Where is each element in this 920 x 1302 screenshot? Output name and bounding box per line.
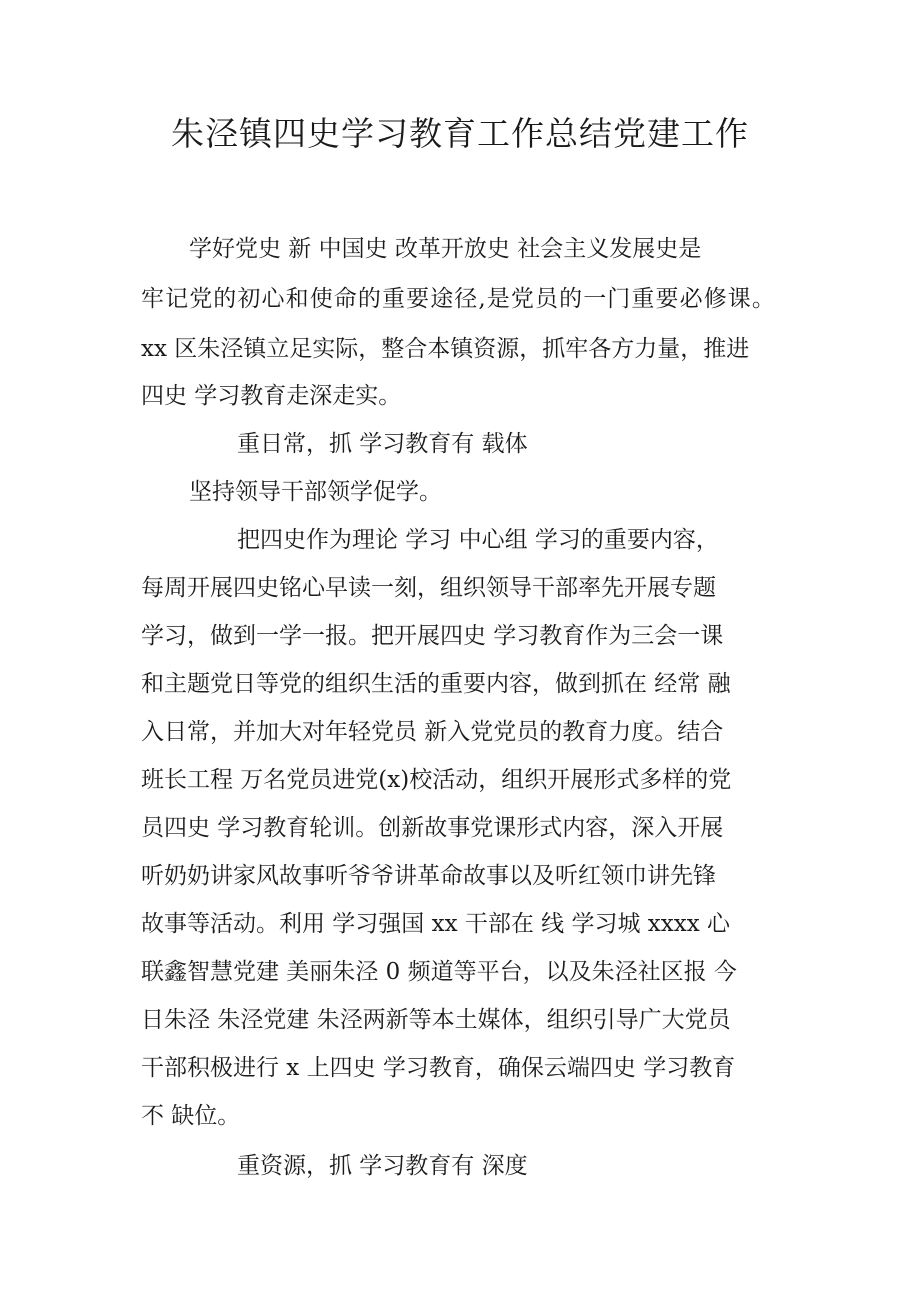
paragraph-line: 入日常，并加大对年轻党员 新入党党员的教育力度。结合 (141, 719, 724, 745)
paragraph-line: 日朱泾 朱泾党建 朱泾两新等本土媒体，组织引导广大党员 (141, 1007, 731, 1033)
paragraph-line: 学好党史 新 中国史 改革开放史 社会主义发展史是 (189, 236, 702, 262)
paragraph-line: 员四史 学习教育轮训。创新故事党课形式内容，深入开展 (141, 815, 724, 841)
paragraph-line: 和主题党日等党的组织生活的重要内容，做到抓在 经常 融 (141, 671, 731, 697)
paragraph-line: 听奶奶讲家风故事听爷爷讲革命故事以及听红领巾讲先锋 (141, 863, 716, 889)
section-heading: 重日常，抓 学习教育有 载体 (237, 431, 528, 457)
paragraph-line: 把四史作为理论 学习 中心组 学习的重要内容， (237, 527, 719, 553)
paragraph-line: 联鑫智慧党建 美丽朱泾 0 频道等平台，以及朱泾社区报 今 (141, 959, 737, 985)
paragraph-line: 每周开展四史铭心早读一刻，组织领导干部率先开展专题 (141, 575, 716, 601)
paragraph-line: 四史 学习教育走深走实。 (141, 383, 402, 409)
document-title: 朱泾镇四史学习教育工作总结党建工作 (171, 114, 749, 153)
paragraph-line: 班长工程 万名党员进党(x)校活动，组织开展形式多样的党 (141, 767, 732, 793)
paragraph-line: 学习，做到一学一报。把开展四史 学习教育作为三会一课 (141, 623, 724, 649)
section-heading: 重资源，抓 学习教育有 深度 (237, 1153, 528, 1179)
paragraph-line: 干部积极进行 x 上四史 学习教育，确保云端四史 学习教育 (141, 1055, 736, 1081)
paragraph-line: 故事等活动。利用 学习强国 xx 干部在 线 学习城 xxxx 心 (141, 911, 731, 937)
paragraph-line: 不 缺位。 (141, 1103, 241, 1129)
paragraph-line: 牢记党的初心和使命的重要途径,是党员的一门重要必修课。 (141, 286, 777, 312)
paragraph-line: xx 区朱泾镇立足实际，整合本镇资源，抓牢各方力量，推进 (141, 336, 750, 362)
sub-heading: 坚持领导干部领学促学。 (189, 479, 442, 505)
